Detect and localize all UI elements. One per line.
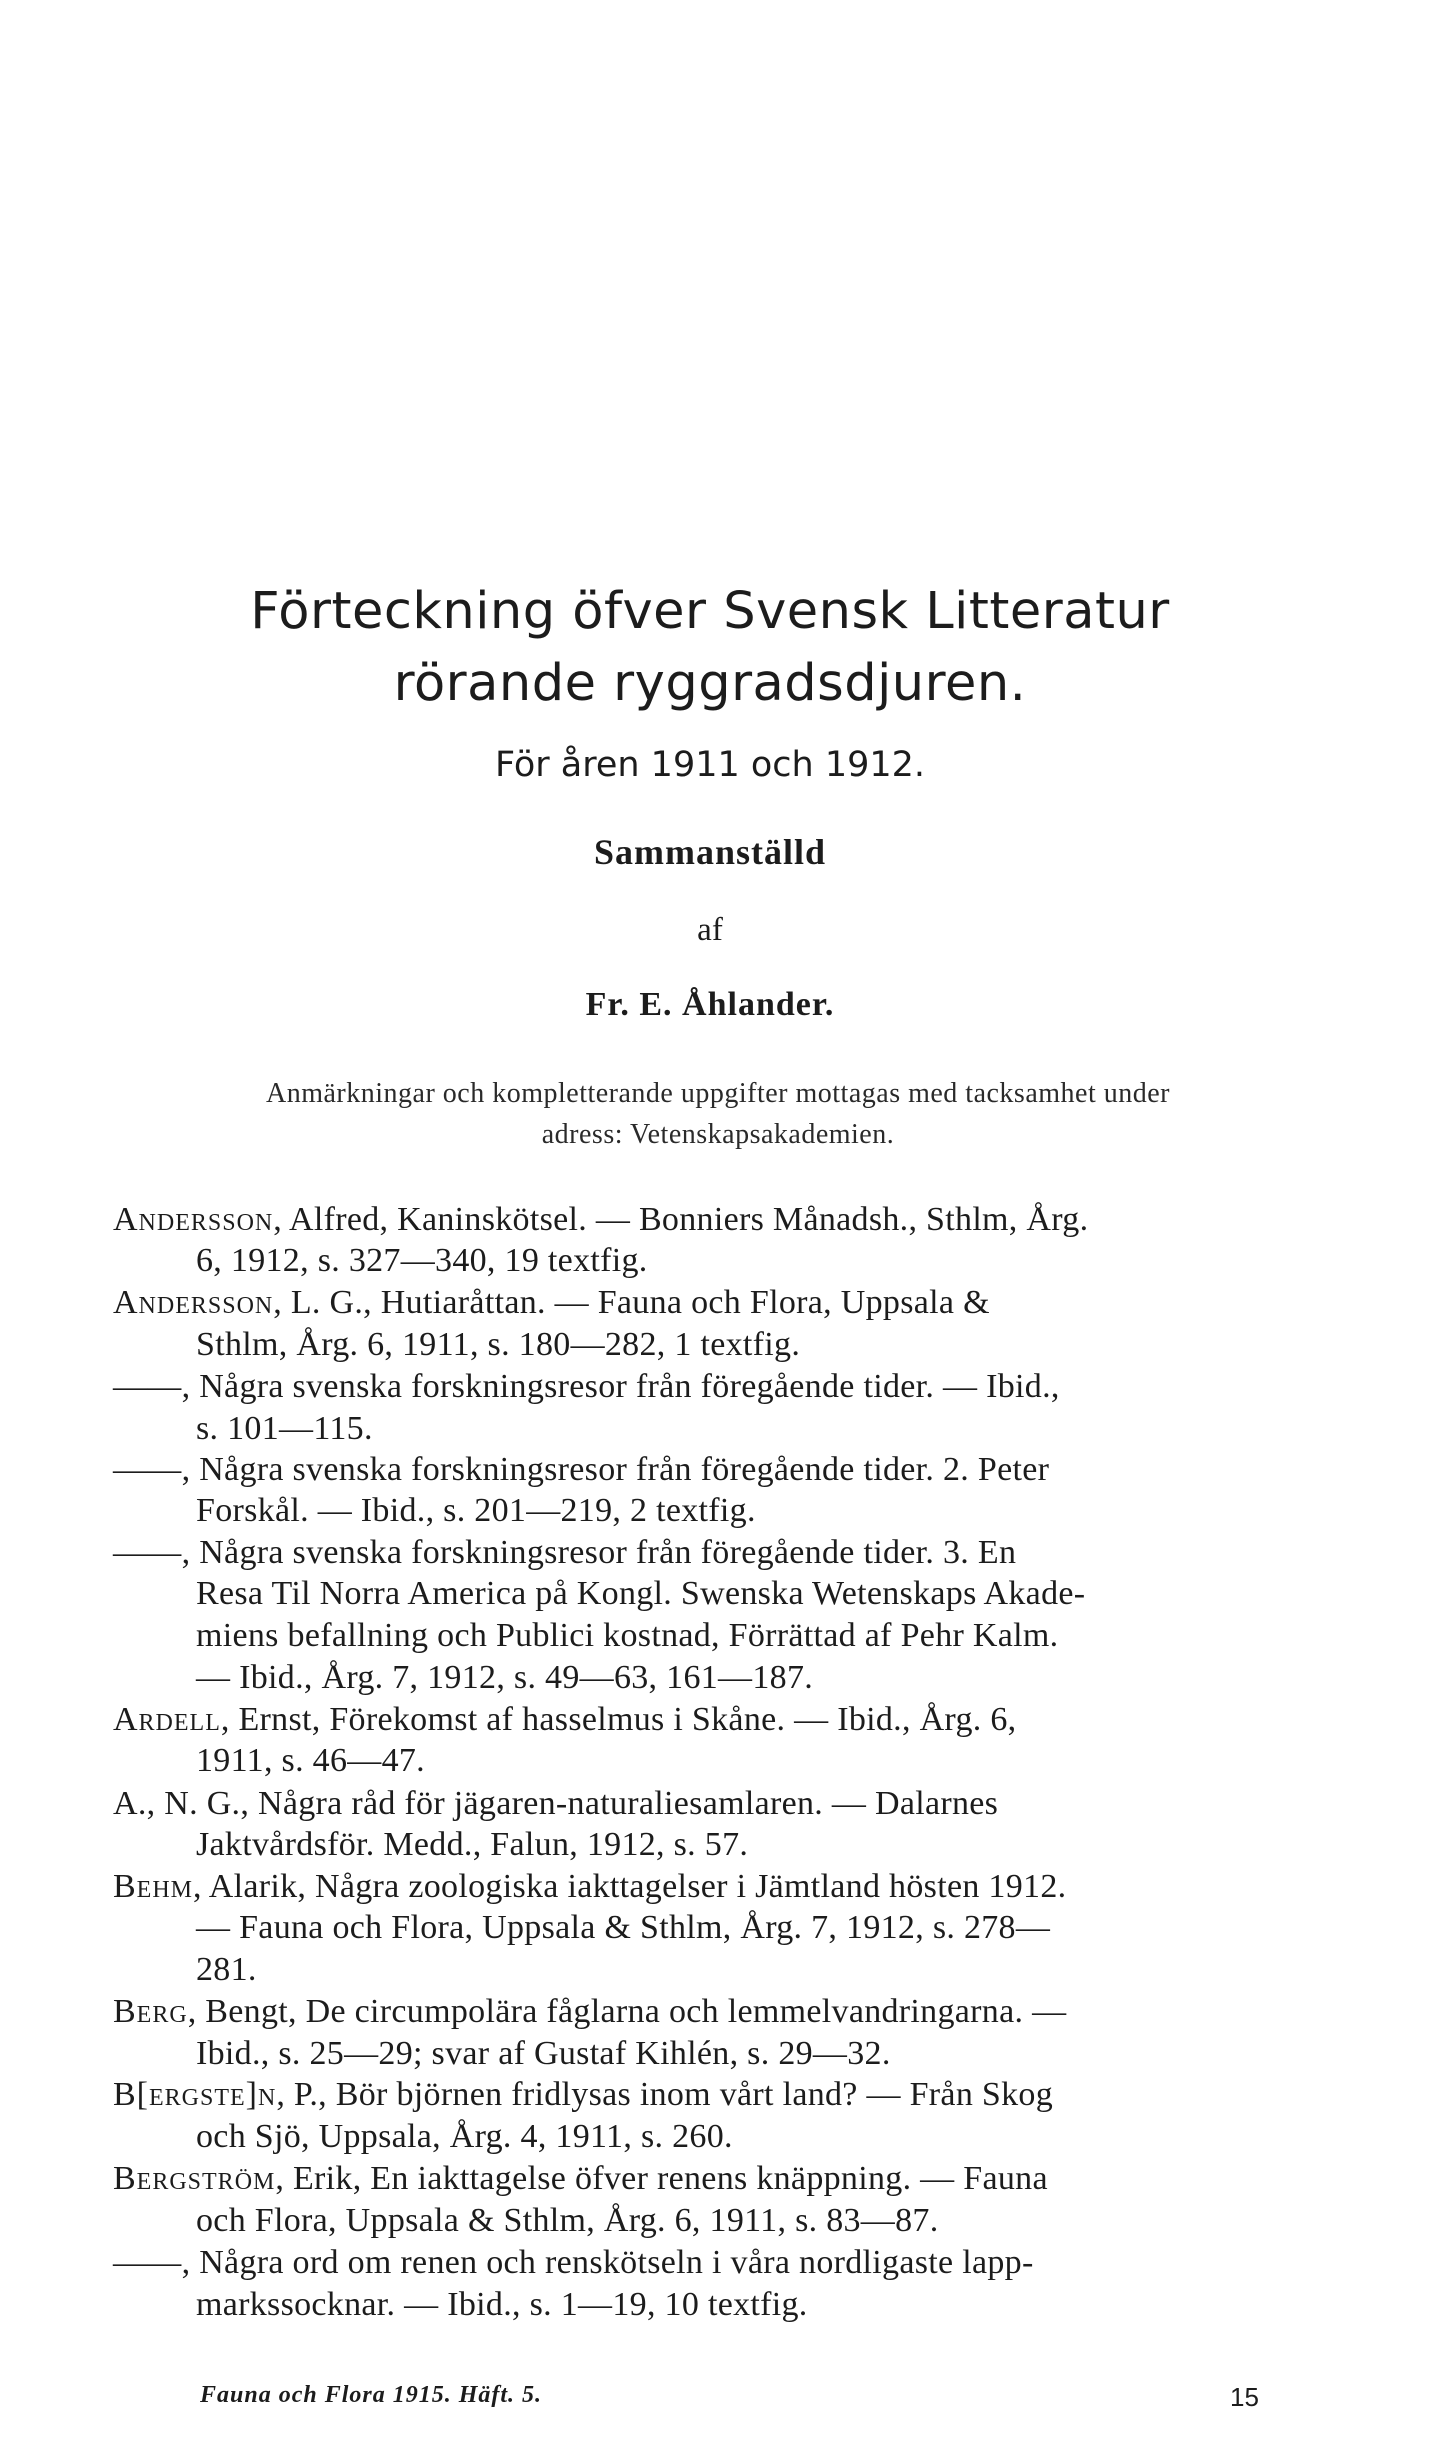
compiler-name: Fr. E. Åhlander.	[585, 986, 835, 1023]
entry-5-line-3: miens befallning och Publici kostnad, Förrättad af Pehr Kalm.	[196, 1617, 1059, 1654]
entry-4-line-2: Forskål. — Ibid., s. 201—219, 2 textfig.	[196, 1492, 756, 1529]
entry-text: , Erik, En iakttagelse öfver renens knäppning. — Fauna	[275, 2160, 1048, 2197]
entry-12-line-1: ——, Några ord om renen och renskötseln i våra nordligaste lapp-	[113, 2244, 1034, 2281]
entry-7-line-1: A., N. G., Några råd för jägaren-naturaliesamlaren. — Dalarnes	[113, 1785, 999, 1822]
title-line-2: rörande ryggradsdjuren.	[393, 654, 1027, 713]
entry-10-line-1	[113, 2078, 1053, 2112]
entry-author: Berg	[113, 1993, 188, 2030]
years-subtitle: För åren 1911 och 1912.	[494, 745, 926, 785]
entry-text: , Alfred, Kaninskötsel. — Bonniers Månadsh., Sthlm, Årg.	[273, 1201, 1089, 1238]
entry-3-line-2: s. 101—115.	[196, 1410, 373, 1447]
entry-author: B[ergste]n	[113, 2076, 277, 2113]
title-line-1: Förteckning öfver Svensk Litteratur	[250, 582, 1170, 641]
entry-text: , P., Bör björnen fridlysas inom vårt land? — Från Skog	[276, 2076, 1054, 2113]
entry-5-line-2: Resa Til Norra America på Kongl. Swenska Wetenskaps Akade-	[196, 1575, 1086, 1612]
entry-8-line-2: — Fauna och Flora, Uppsala & Sthlm, Årg. 7, 1912, s. 278—	[196, 1909, 1051, 1946]
page-number: 15	[1230, 2382, 1259, 2412]
entry-author: Andersson	[113, 1201, 274, 1238]
entry-11-line-1	[113, 2162, 1048, 2196]
entry-2-line-1	[113, 1286, 990, 1320]
entry-text: , Ernst, Förekomst af hasselmus i Skåne. — Ibid., Årg. 6,	[220, 1701, 1017, 1738]
entry-8-line-1	[113, 1870, 1066, 1904]
entry-9-line-2: Ibid., s. 25—29; svar af Gustaf Kihlén, s. 29—32.	[196, 2035, 891, 2072]
entry-9-line-1	[113, 1995, 1066, 2029]
entry-author: Bergström	[113, 2160, 276, 2197]
entry-1-line-2: 6, 1912, s. 327—340, 19 textfig.	[196, 1242, 648, 1279]
note-line-1: Anmärkningar och kompletterande uppgifter mottagas med tacksamhet under	[266, 1078, 1170, 1109]
entry-10-line-2: och Sjö, Uppsala, Årg. 4, 1911, s. 260.	[196, 2118, 733, 2155]
journal-footer: Fauna och Flora 1915. Häft. 5.	[200, 2382, 543, 2408]
af-label: af	[697, 912, 723, 948]
entry-author: Ardell	[113, 1701, 221, 1738]
entry-5-line-4: — Ibid., Årg. 7, 1912, s. 49—63, 161—187.	[196, 1659, 814, 1696]
entry-text: , L. G., Hutiaråttan. — Fauna och Flora, Uppsala &	[273, 1284, 990, 1321]
entry-author: Andersson	[113, 1284, 274, 1321]
entry-text: , Alarik, Några zoologiska iakttagelser i Jämtland hösten 1912.	[193, 1868, 1067, 1905]
note-line-2: adress: Vetenskapsakademien.	[541, 1119, 895, 1150]
compiled-label: Sammanställd	[593, 832, 827, 872]
entry-1-line-1	[113, 1203, 1088, 1237]
entry-6-line-2: 1911, s. 46—47.	[196, 1742, 425, 1779]
entry-author: Behm	[113, 1868, 194, 1905]
entry-2-line-2: Sthlm, Årg. 6, 1911, s. 180—282, 1 textfig.	[196, 1326, 801, 1363]
entry-4-line-1: ——, Några svenska forskningsresor från föregående tider. 2. Peter	[113, 1451, 1050, 1488]
entry-5-line-1: ——, Några svenska forskningsresor från föregående tider. 3. En	[113, 1534, 1017, 1571]
entry-3-line-1: ——, Några svenska forskningsresor från föregående tider. — Ibid.,	[113, 1368, 1060, 1405]
entry-12-line-2: markssocknar. — Ibid., s. 1—19, 10 textfig.	[196, 2286, 808, 2323]
entry-8-line-3: 281.	[196, 1951, 257, 1988]
entry-7-line-2: Jaktvårdsför. Medd., Falun, 1912, s. 57.	[196, 1826, 749, 1863]
entry-text: , Bengt, De circumpolära fåglarna och lemmelvandringarna. —	[187, 1993, 1067, 2030]
entry-11-line-2: och Flora, Uppsala & Sthlm, Årg. 6, 1911, s. 83—87.	[196, 2202, 939, 2239]
entry-6-line-1	[113, 1703, 1016, 1737]
